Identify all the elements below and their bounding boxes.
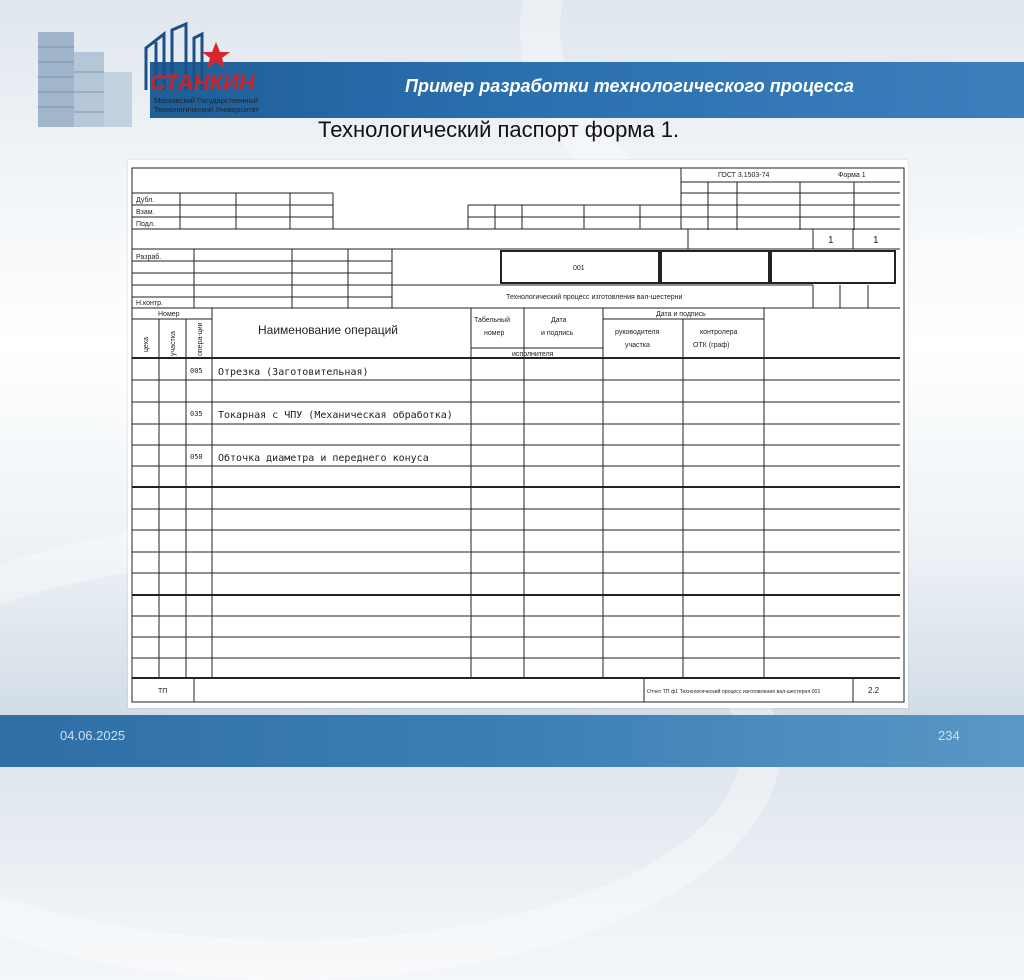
footer-tp: ТП [158, 688, 168, 695]
page-number: 234 [938, 728, 960, 743]
footer-band [0, 715, 1024, 767]
form-label: Форма 1 [838, 172, 866, 179]
process-name: Технологический процесс изготовления вал-шестерни [506, 294, 683, 301]
svg-text:Технологический Университет: Технологический Университет [154, 105, 259, 114]
col-otk-1: контролера [700, 329, 738, 336]
technological-passport-form [128, 160, 908, 708]
sheet-total: 1 [873, 235, 879, 246]
stankin-logo [124, 20, 294, 130]
building-logo-image [28, 22, 138, 132]
col-otk-2: ОТК (граф) [693, 342, 730, 349]
col-date-1: Дата [551, 317, 567, 324]
col-operation-name: Наименование операций [258, 323, 398, 337]
col-operacii: опера-ции [197, 322, 204, 356]
footer-document: Отчет ТП ф1 Технологический процесс изготовления вал-шестерня 001 [647, 689, 821, 695]
operation-name: Отрезка (Заготовительная) [218, 367, 369, 378]
col-nomer: Номер [158, 311, 180, 318]
operation-number: 005 [190, 367, 203, 375]
col-tab-2: номер [484, 330, 505, 337]
label-dubl: Дубл. [136, 197, 155, 204]
col-uchastka: участка [170, 331, 177, 356]
document-code: 001 [573, 265, 585, 272]
col-ispolnitelya: исполнителя [512, 351, 554, 358]
col-ceha: цеха [143, 337, 150, 352]
footer-sheet: 2.2 [868, 686, 880, 695]
operation-name: Токарная с ЧПУ (Механическая обработка) [218, 410, 453, 421]
label-razrab: Разраб. [136, 254, 162, 261]
operation-number: 050 [190, 453, 203, 461]
col-ruk-2: участка [625, 342, 650, 349]
col-tab-1: Табельный [474, 317, 510, 324]
col-date-2: и подпись [541, 330, 574, 337]
label-vzam: Взам. [136, 209, 155, 216]
label-podl: Подл. [136, 221, 155, 228]
svg-text:СТАНКИН: СТАНКИН [150, 70, 255, 95]
operation-number: 035 [190, 410, 203, 418]
page-subtitle: Технологический паспорт форма 1. [318, 117, 680, 142]
sheet-number: 1 [828, 235, 834, 246]
col-ruk-1: руководителя [615, 329, 660, 336]
slide-title: Пример разработки технологического процесса [405, 76, 854, 96]
gost-label: ГОСТ 3.1503-74 [718, 172, 770, 179]
svg-text:Московский Государственный: Московский Государственный [154, 96, 259, 105]
label-nkontr: Н.контр. [136, 300, 163, 307]
footer-date: 04.06.2025 [60, 728, 126, 743]
operation-name: Обточка диаметра и переднего конуса [218, 453, 429, 464]
col-date-sign: Дата и подпись [656, 311, 706, 318]
star-icon [202, 42, 230, 68]
